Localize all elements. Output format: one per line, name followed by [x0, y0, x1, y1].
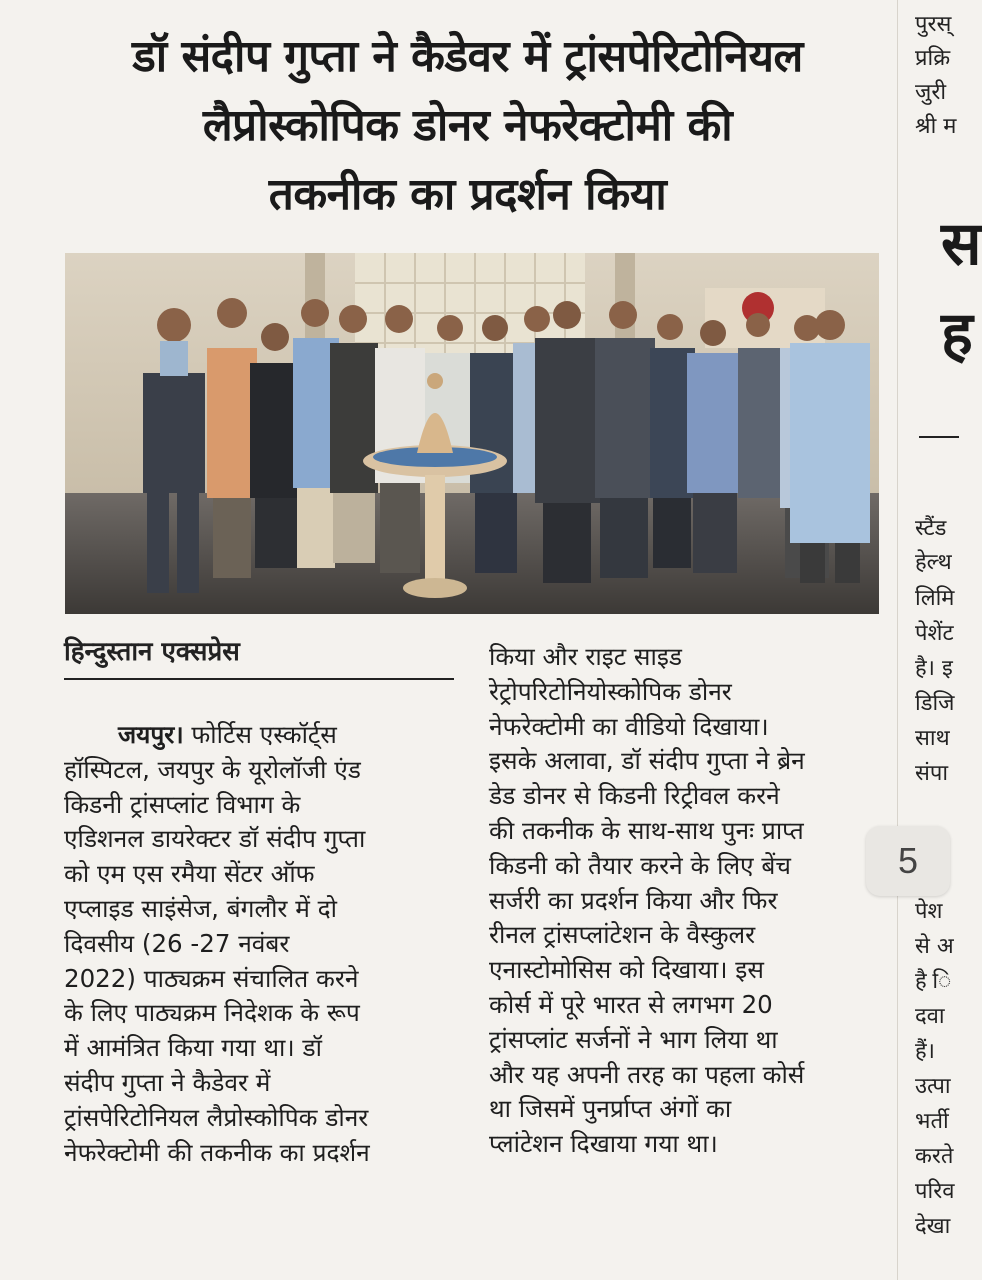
headline-line-1: डॉ संदीप गुप्ता ने कैडेवर में ट्रांसपेरिटोनियल [132, 31, 803, 82]
edge-line: करते [915, 1144, 954, 1169]
column-1-line: हॉस्पिटल, जयपुर के यूरोलॉजी एंड [64, 754, 361, 784]
column-1-line: संदीप गुप्ता ने कैडेवर में [64, 1067, 271, 1097]
group-photo-illustration [65, 253, 879, 614]
column-1-line: एप्लाइड साइंसेज, बंगलौर में दो [64, 893, 338, 923]
page-number-badge[interactable]: 5 [866, 826, 950, 896]
edge-rule [919, 436, 959, 438]
column-1-line: नेफरेक्टोमी की तकनीक का प्रदर्शन [64, 1137, 370, 1167]
edge-line: देखा [915, 1214, 951, 1239]
column-2-line: सर्जरी का प्रदर्शन किया और फिर [489, 885, 778, 915]
column-1-first-line-rest: फोर्टिस एस्कॉर्ट्स [183, 720, 337, 749]
column-2-line: कोर्स में पूरे भारत से लगभग 20 [489, 989, 773, 1019]
edge-line: हैं। [915, 1039, 936, 1064]
edge-line: संपा [915, 761, 949, 786]
column-2-line: रेट्रोपरिटोनियोस्कोपिक डोनर [489, 676, 732, 706]
edge-line: हेल्थ [915, 550, 952, 575]
headline-line-3: तकनीक का प्रदर्शन किया [268, 169, 667, 220]
edge-line: साथ [915, 726, 950, 751]
edge-line: श्री म [915, 114, 957, 139]
edge-line: है ि [915, 969, 952, 994]
column-1-line-0 [64, 718, 454, 753]
edge-line: परिव [915, 1179, 955, 1204]
column-1-line: 2022) पाठ्यक्रम संचालित करने [64, 963, 359, 993]
column-1-line: किडनी ट्रांसप्लांट विभाग के [64, 789, 301, 819]
article-byline: हिन्दुस्तान एक्सप्रेस [64, 637, 240, 667]
edge-headline-glyph: स [941, 209, 982, 279]
column-1-line: एडिशनल डायरेक्टर डॉ संदीप गुप्ता [64, 824, 366, 854]
edge-headline-glyph: ह [941, 299, 973, 369]
column-2-line: ट्रांसप्लांट सर्जनों ने भाग लिया था [489, 1024, 778, 1054]
column-divider [897, 0, 898, 1280]
edge-line: भर्ती [915, 1109, 949, 1134]
column-2-line: किडनी को तैयार करने के लिए बेंच [489, 850, 791, 880]
edge-line: स्टैंड [915, 516, 947, 541]
byline-rule [64, 678, 454, 680]
dateline-city: जयपुर। [118, 720, 184, 749]
edge-line: जुरी [915, 80, 947, 105]
edge-line: डिजि [915, 691, 955, 716]
column-1-line: ट्रांसपेरिटोनियल लैप्रोस्कोपिक डोनर [64, 1102, 369, 1132]
column-2-line: की तकनीक के साथ-साथ पुनः प्राप्त [489, 815, 804, 845]
column-2-line: किया और राइट साइड [489, 642, 682, 671]
edge-line: पुरस् [915, 12, 952, 37]
column-2-line: इसके अलावा, डॉ संदीप गुप्ता ने ब्रेन [489, 746, 805, 776]
column-1-line: को एम एस रमैया सेंटर ऑफ [64, 859, 315, 889]
edge-line: लिमि [915, 586, 955, 611]
edge-line: से अ [915, 934, 954, 959]
article-column-2 [489, 640, 879, 1162]
edge-line: उत्पा [915, 1074, 951, 1099]
column-2-line: प्लांटेशन दिखाया गया था। [489, 1129, 718, 1159]
column-2-line: रीनल ट्रांसप्लांटेशन के वैस्कुलर [489, 920, 756, 950]
headline-line-2: लैप्रोस्कोपिक डोनर नेफरेक्टोमी की [202, 100, 733, 151]
neighbouring-article-edge [911, 0, 982, 1280]
column-2-line: डेड डोनर से किडनी रिट्रीवल करने [489, 781, 780, 811]
edge-line: पेश [915, 899, 943, 924]
edge-line: है। इ [915, 656, 953, 681]
column-1-line: दिवसीय (26 -27 नवंबर [64, 928, 290, 958]
column-1-line: के लिए पाठ्यक्रम निदेशक के रूप [64, 998, 360, 1028]
column-2-line: नेफरेक्टोमी का वीडियो दिखाया। [489, 711, 769, 741]
group-photo [65, 253, 879, 614]
column-2-line: एनास्टोमोसिस को दिखाया। इस [489, 955, 764, 985]
article-column-1 [64, 718, 454, 1170]
column-2-line: और यह अपनी तरह का पहला कोर्स [489, 1059, 805, 1089]
article-headline [40, 22, 895, 229]
column-2-line: था जिसमें पुनर्प्राप्त अंगों का [489, 1094, 732, 1124]
edge-line: पेशेंट [915, 621, 954, 646]
column-1-line: में आमंत्रित किया गया था। डॉ [64, 1033, 322, 1063]
edge-line: दवा [915, 1004, 945, 1029]
edge-line: प्रक्रि [915, 46, 951, 71]
